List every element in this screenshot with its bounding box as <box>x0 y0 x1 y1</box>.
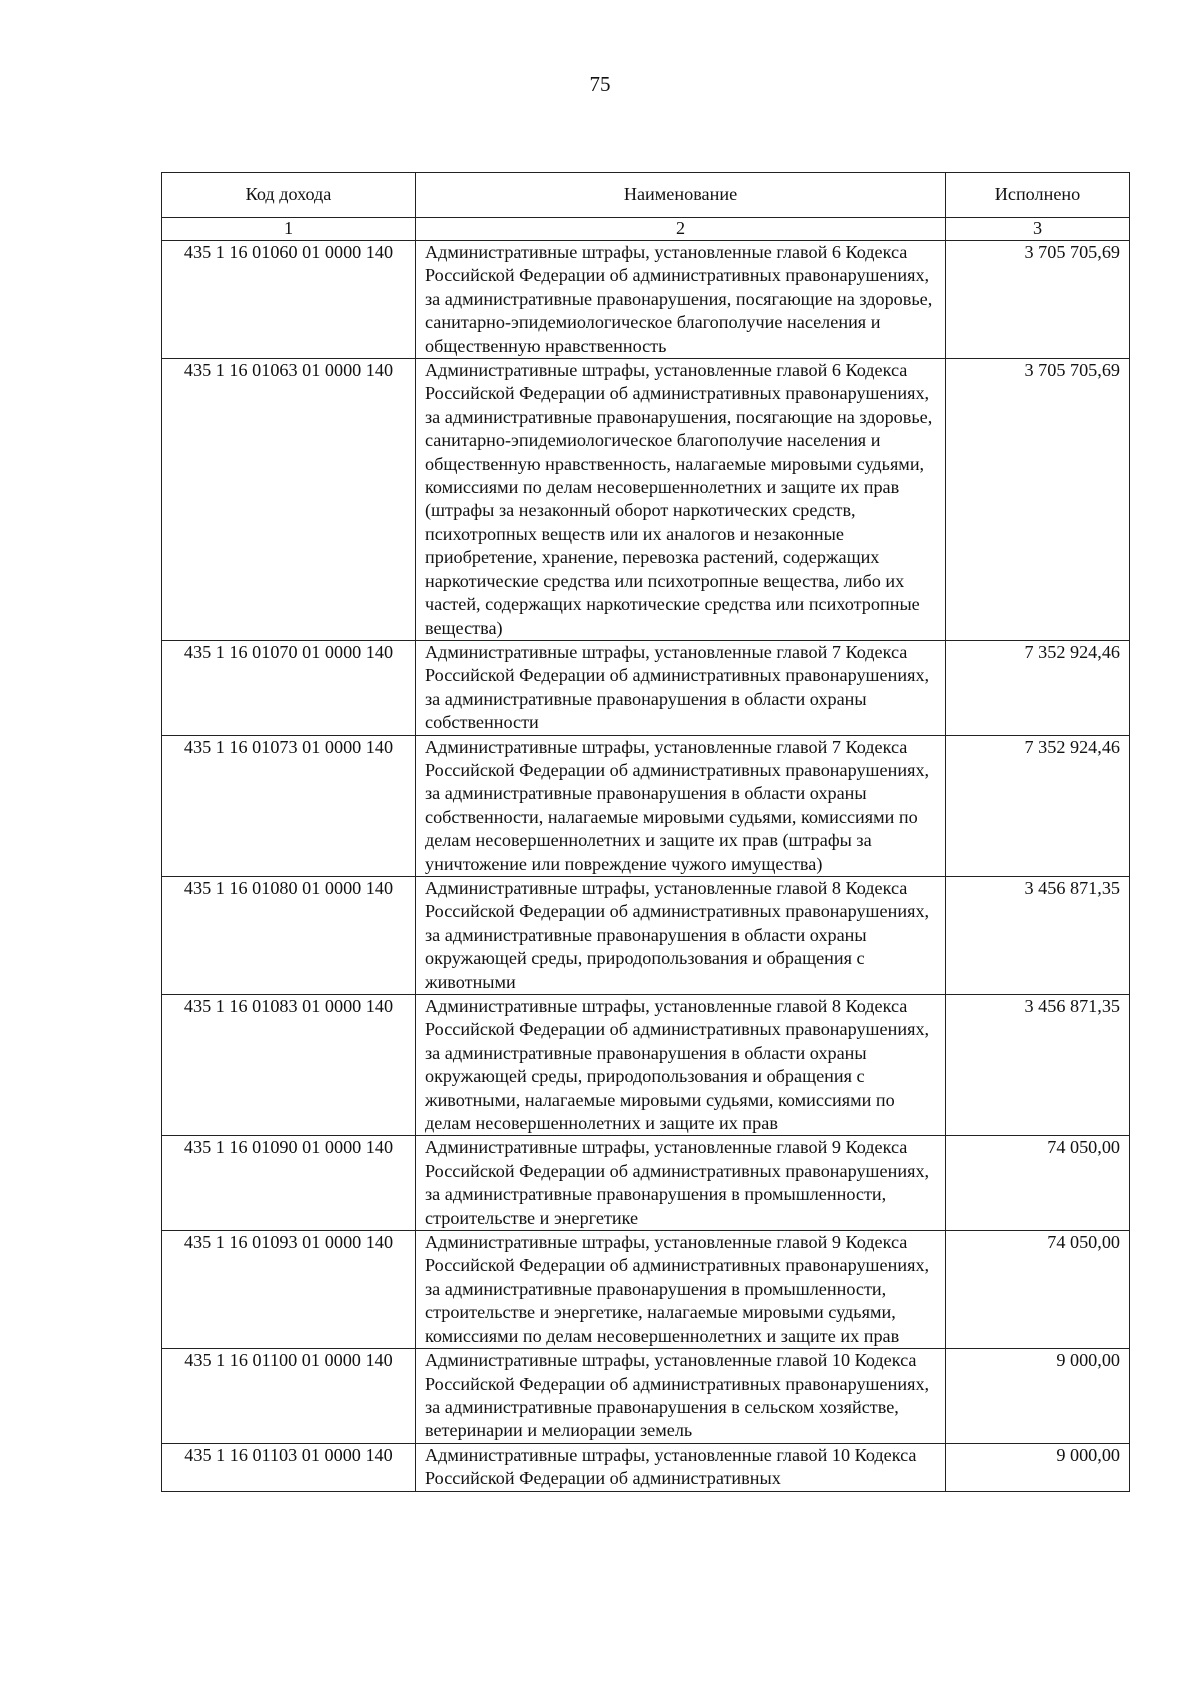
amount-cell: 74 050,00 <box>946 1136 1130 1231</box>
name-cell: Административные штрафы, установленные главой 7 Кодекса Российской Федерации об административных правонарушениях, за административные правонарушения в области охраны собственности <box>416 640 946 735</box>
revenue-table <box>161 172 1130 1492</box>
revenue-code-cell: 435 1 16 01070 01 0000 140 <box>162 640 416 735</box>
amount-cell: 3 705 705,69 <box>946 241 1130 359</box>
name-cell: Административные штрафы, установленные главой 10 Кодекса Российской Федерации об административных <box>416 1443 946 1491</box>
table-row <box>162 735 1130 876</box>
amount-cell: 3 456 871,35 <box>946 995 1130 1136</box>
column-number-2: 2 <box>416 218 946 241</box>
revenue-code-cell: 435 1 16 01093 01 0000 140 <box>162 1231 416 1349</box>
name-cell: Административные штрафы, установленные главой 7 Кодекса Российской Федерации об административных правонарушениях, за административные правонарушения в области охраны собственности, налагаемые мировыми судьями, комиссиями по делам несовершеннолетних и защите их прав (штрафы за уничтожение или повреждение чужого имущества) <box>416 735 946 876</box>
column-number-1: 1 <box>162 218 416 241</box>
amount-cell: 3 456 871,35 <box>946 876 1130 994</box>
name-cell: Административные штрафы, установленные главой 10 Кодекса Российской Федерации об административных правонарушениях, за административные правонарушения в сельском хозяйстве, ветеринарии и мелиорации земель <box>416 1349 946 1444</box>
table-row <box>162 1136 1130 1231</box>
header-executed: Исполнено <box>946 173 1130 218</box>
table-row <box>162 1349 1130 1444</box>
amount-cell: 7 352 924,46 <box>946 735 1130 876</box>
header-revenue-code: Код дохода <box>162 173 416 218</box>
column-number-row <box>162 218 1130 241</box>
name-cell: Административные штрафы, установленные главой 6 Кодекса Российской Федерации об административных правонарушениях, за административные правонарушения, посягающие на здоровье, санитарно-эпидемиологическое благополучие населения и общественную нравственность, налагаемые мировыми судьями, комиссиями по делам несовершеннолетних и защите их прав (штрафы за незаконный оборот наркотических средств, психотропных веществ или их аналогов и незаконные приобретение, хранение, перевозка растений, содержащих наркотические средства или психотропные вещества, либо их частей, содержащих наркотические средства или психотропные вещества) <box>416 359 946 641</box>
name-cell: Административные штрафы, установленные главой 6 Кодекса Российской Федерации об административных правонарушениях, за административные правонарушения, посягающие на здоровье, санитарно-эпидемиологическое благополучие населения и общественную нравственность <box>416 241 946 359</box>
amount-cell: 9 000,00 <box>946 1443 1130 1491</box>
table-row <box>162 995 1130 1136</box>
revenue-code-cell: 435 1 16 01060 01 0000 140 <box>162 241 416 359</box>
revenue-code-cell: 435 1 16 01083 01 0000 140 <box>162 995 416 1136</box>
table-row <box>162 1443 1130 1491</box>
page-number: 75 <box>589 72 611 96</box>
amount-cell: 9 000,00 <box>946 1349 1130 1444</box>
column-number-3: 3 <box>946 218 1130 241</box>
revenue-code-cell: 435 1 16 01073 01 0000 140 <box>162 735 416 876</box>
name-cell: Административные штрафы, установленные главой 9 Кодекса Российской Федерации об административных правонарушениях, за административные правонарушения в промышленности, строительстве и энергетике <box>416 1136 946 1231</box>
table-body <box>162 241 1130 1492</box>
revenue-code-cell: 435 1 16 01100 01 0000 140 <box>162 1349 416 1444</box>
table-row <box>162 876 1130 994</box>
table-header <box>162 173 1130 241</box>
header-name: Наименование <box>416 173 946 218</box>
name-cell: Административные штрафы, установленные главой 8 Кодекса Российской Федерации об административных правонарушениях, за административные правонарушения в области охраны окружающей среды, природопользования и обращения с животными, налагаемые мировыми судьями, комиссиями по делам несовершеннолетних и защите их прав <box>416 995 946 1136</box>
revenue-code-cell: 435 1 16 01080 01 0000 140 <box>162 876 416 994</box>
revenue-code-cell: 435 1 16 01090 01 0000 140 <box>162 1136 416 1231</box>
table-row <box>162 241 1130 359</box>
amount-cell: 3 705 705,69 <box>946 359 1130 641</box>
name-cell: Административные штрафы, установленные главой 8 Кодекса Российской Федерации об административных правонарушениях, за административные правонарушения в области охраны окружающей среды, природопользования и обращения с животными <box>416 876 946 994</box>
table-row <box>162 640 1130 735</box>
table-row <box>162 359 1130 641</box>
header-row <box>162 173 1130 218</box>
table-row <box>162 1231 1130 1349</box>
revenue-code-cell: 435 1 16 01063 01 0000 140 <box>162 359 416 641</box>
amount-cell: 74 050,00 <box>946 1231 1130 1349</box>
revenue-code-cell: 435 1 16 01103 01 0000 140 <box>162 1443 416 1491</box>
name-cell: Административные штрафы, установленные главой 9 Кодекса Российской Федерации об административных правонарушениях, за административные правонарушения в промышленности, строительстве и энергетике, налагаемые мировыми судьями, комиссиями по делам несовершеннолетних и защите их прав <box>416 1231 946 1349</box>
amount-cell: 7 352 924,46 <box>946 640 1130 735</box>
